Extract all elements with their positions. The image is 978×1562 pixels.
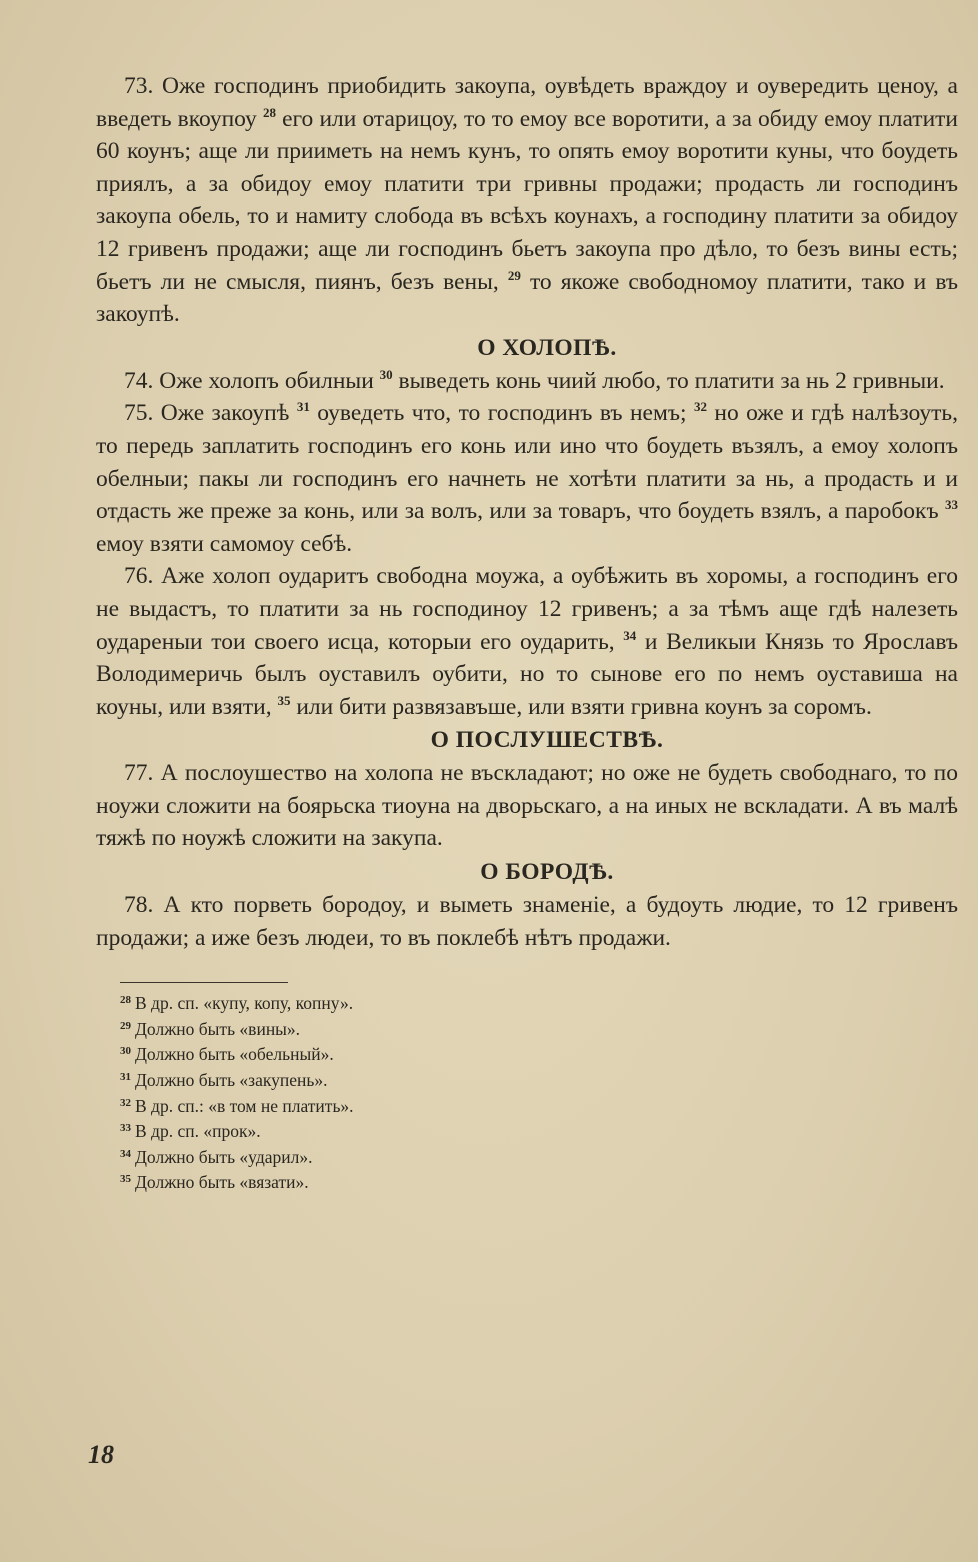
paragraph-text: оуведеть что, то господинъ въ немъ; <box>309 400 694 427</box>
footnotes <box>120 989 958 1194</box>
footnote-number: 30 <box>120 1045 131 1058</box>
paragraph-text: 74. Оже холопъ обилныи <box>124 367 380 394</box>
footnote-text: В др. сп.: «в том не платить». <box>135 1095 354 1116</box>
footnote-ref: 30 <box>379 366 393 382</box>
paragraph-text: но оже и гдѣ налѣзоуть, то передь заплатить господинъ его конь или ино что боудеть възялъ, а емоу холопъ обелныи; пакы ли господинъ его начнеть не хотѣти платити за нь, а продасть и и отдасть же преже за конь, или за волъ, или за товаръ, что боудеть взялъ, а паробокъ <box>96 400 958 525</box>
footnote-ref: 35 <box>277 692 291 708</box>
footnote-item <box>120 989 958 1015</box>
paragraph-p77 <box>96 757 958 855</box>
paragraph-text: 78. А кто порветь бородоу, и выметь знаменіе, а будоуть людие, то 12 гривенъ продажи; а иже безъ людеи, то въ поклебѣ нѣтъ продажи. <box>96 892 958 951</box>
footnote-text: В др. сп. «прок». <box>135 1121 261 1142</box>
footnote-item <box>120 1168 958 1194</box>
footnote-ref: 29 <box>507 267 521 283</box>
paragraph-p73 <box>96 70 958 331</box>
paragraph-p78 <box>96 889 958 954</box>
paragraph-text: то якоже свободномоу платити, тако и въ закоупѣ. <box>96 268 958 328</box>
footnote-number: 35 <box>120 1173 131 1186</box>
paragraph-text: или бити развязавъше, или взяти гривна коунъ за соромъ. <box>290 693 872 720</box>
section-heading-borode: О БОРОДѢ. <box>480 859 614 886</box>
section-heading-poslushestve: О ПОСЛУШЕСТВѢ. <box>430 727 664 754</box>
footnote-number: 28 <box>120 994 131 1007</box>
footnote-text: В др. сп. «купу, копу, копну». <box>135 993 354 1014</box>
footnote-number: 34 <box>120 1147 131 1160</box>
paragraph-p74 <box>96 365 958 398</box>
footnote-ref: 28 <box>262 104 276 120</box>
paragraph-p76 <box>96 560 958 723</box>
footnote-ref: 33 <box>945 497 958 513</box>
footnote-item <box>120 1066 958 1092</box>
footnote-ref: 31 <box>296 399 310 415</box>
footnote-item <box>120 1092 958 1118</box>
footnote-ref: 34 <box>623 627 637 643</box>
footnote-text: Должно быть «обельный». <box>135 1044 334 1065</box>
footnote-number: 32 <box>120 1096 131 1109</box>
paragraph-text: емоу взяти самомоу себѣ. <box>96 530 353 557</box>
footnote-text: Должно быть «вины». <box>135 1018 301 1039</box>
paragraph-text: его или отарицоу, то то емоу все воротити, а за обиду емоу платити 60 коунъ; аще ли прииметь на немъ кунъ, то опять емоу воротити куны, что боудеть приялъ, а за обидоу емоу платити три гривны продажи; продасть ли господинъ закоупа обель, то и намиту слобода въ всѣхъ коунахъ, а господину платити за обидоу 12 гривенъ продажи; аще ли господинъ бьетъ закоупа про дѣло, то безъ вины есть; бьетъ ли не смысля, пиянъ, безъ вены, <box>96 105 959 295</box>
paragraph-p75 <box>96 397 958 560</box>
paragraph-text: и Великыи Князь то Ярославъ Володимеричь былъ оуставилъ оубити, но то сынове его по немъ оуставиша на коуны, или взяти, <box>96 628 959 720</box>
paragraph-text: 73. Оже господинъ приобидить закоупа, оувѣдеть враждоу и оувередить ценоу, а введеть вкоупоу <box>96 73 958 132</box>
footnote-text: Должно быть «закупень». <box>135 1070 328 1091</box>
article-block-77 <box>96 757 958 855</box>
footnote-number: 31 <box>120 1071 131 1084</box>
footnote-divider <box>120 982 288 983</box>
footnote-text: Должно быть «вязати». <box>135 1172 309 1193</box>
footnote-number: 33 <box>120 1122 131 1135</box>
paragraph-text: 75. Оже закоупѣ <box>124 400 297 427</box>
paragraph-text: 77. А послоушество на холопа не въскладают; но оже не будеть свободнаго, то по ноужи сложити на боярьска тиоуна на дворьскаго, а на иных не всклaдати. А въ малѣ тяжѣ по ноужѣ сложити на закупа. <box>96 760 958 852</box>
article-block-78 <box>96 889 958 954</box>
page-number: 18 <box>88 1440 114 1469</box>
paragraph-text: выведеть конь чиий любо, то платити за нь 2 гривныи. <box>392 367 945 394</box>
footnote-item <box>120 1117 958 1143</box>
footnote-item <box>120 1015 958 1041</box>
page-body <box>96 70 958 1194</box>
footnote-item <box>120 1040 958 1066</box>
footnote-item <box>120 1143 958 1169</box>
paragraph-text: 76. Аже холоп оударитъ свободна моужа, а оубѣжить въ хоромы, а господинъ его не выдастъ, то платити за нь господиноу 12 гривенъ; а за тѣмъ аще гдѣ налезеть оудареныи тои своего исца, которыи его оударить, <box>96 563 958 655</box>
footnote-ref: 32 <box>693 399 707 415</box>
article-block-74-76 <box>96 365 958 724</box>
footnote-text: Должно быть «ударил». <box>135 1146 313 1167</box>
footnote-number: 29 <box>120 1019 131 1032</box>
article-block-73 <box>96 70 958 331</box>
section-heading-kholop: О ХОЛОПѢ. <box>477 334 617 361</box>
